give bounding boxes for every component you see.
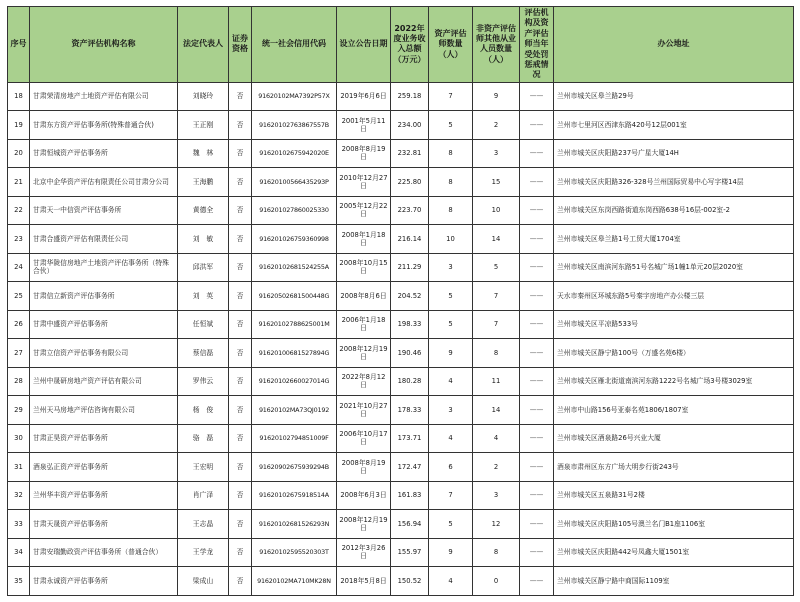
cell-securities: 否 — [229, 82, 252, 111]
cell-appraisers: 7 — [429, 82, 473, 111]
cell-punishment: —— — [520, 367, 554, 396]
cell-address: 兰州市城关区庆阳路105号澳兰名门B1座1106室 — [554, 510, 794, 539]
cell-punishment: —— — [520, 82, 554, 111]
cell-index: 29 — [8, 396, 30, 425]
cell-revenue_2022: 178.33 — [391, 396, 429, 425]
cell-name: 甘肃华陇信房地产土地资产评估事务所（特殊合伙） — [30, 253, 178, 282]
table-row — [8, 196, 794, 225]
cell-address: 兰州市城关区南滨河东路51号名城广场1幢1单元20层2020室 — [554, 253, 794, 282]
cell-legal_rep: 任恒斌 — [178, 310, 229, 339]
cell-announce_date: 2008年8月19日 — [337, 139, 391, 168]
column-header-credit_code: 统一社会信用代码 — [252, 7, 337, 83]
cell-securities: 否 — [229, 282, 252, 311]
table-row — [8, 367, 794, 396]
cell-legal_rep: 刘 英 — [178, 282, 229, 311]
cell-address: 兰州市城关区庆阳路237号广星大厦14H — [554, 139, 794, 168]
cell-other_staff: 14 — [473, 225, 520, 254]
cell-other_staff: 15 — [473, 168, 520, 197]
column-header-legal_rep: 法定代表人 — [178, 7, 229, 83]
cell-other_staff: 9 — [473, 82, 520, 111]
table-row — [8, 82, 794, 111]
cell-punishment: —— — [520, 396, 554, 425]
cell-address: 天水市秦州区环城东路5号秦宇房地产办公楼三层 — [554, 282, 794, 311]
cell-legal_rep: 王海鹏 — [178, 168, 229, 197]
cell-punishment: —— — [520, 168, 554, 197]
cell-announce_date: 2008年6月3日 — [337, 481, 391, 510]
cell-legal_rep: 黄德全 — [178, 196, 229, 225]
cell-punishment: —— — [520, 538, 554, 567]
cell-name: 兰州华丰资产评估事务所 — [30, 481, 178, 510]
cell-announce_date: 2006年1月18日 — [337, 310, 391, 339]
cell-address: 兰州市中山路156号亚泰名苑1806/1807室 — [554, 396, 794, 425]
column-header-punishment: 评估机构及资产评估师当年受处罚惩戒情况 — [520, 7, 554, 83]
cell-index: 20 — [8, 139, 30, 168]
cell-announce_date: 2010年12月27日 — [337, 168, 391, 197]
cell-revenue_2022: 232.81 — [391, 139, 429, 168]
cell-appraisers: 7 — [429, 481, 473, 510]
cell-index: 35 — [8, 567, 30, 596]
cell-revenue_2022: 259.18 — [391, 82, 429, 111]
cell-revenue_2022: 216.14 — [391, 225, 429, 254]
cell-securities: 否 — [229, 538, 252, 567]
cell-securities: 否 — [229, 481, 252, 510]
cell-punishment: —— — [520, 253, 554, 282]
cell-announce_date: 2001年5月11日 — [337, 111, 391, 140]
cell-other_staff: 3 — [473, 139, 520, 168]
cell-index: 26 — [8, 310, 30, 339]
cell-credit_code: 91620100566435293P — [252, 168, 337, 197]
cell-appraisers: 4 — [429, 424, 473, 453]
cell-index: 30 — [8, 424, 30, 453]
cell-other_staff: 14 — [473, 396, 520, 425]
cell-legal_rep: 梁成山 — [178, 567, 229, 596]
cell-appraisers: 5 — [429, 510, 473, 539]
cell-appraisers: 3 — [429, 253, 473, 282]
table-row — [8, 139, 794, 168]
cell-appraisers: 9 — [429, 339, 473, 368]
cell-address: 兰州市城关区静宁路100号（万盛名苑6楼） — [554, 339, 794, 368]
table-row — [8, 538, 794, 567]
cell-securities: 否 — [229, 111, 252, 140]
cell-credit_code: 91620502681500448G — [252, 282, 337, 311]
cell-appraisers: 5 — [429, 111, 473, 140]
cell-revenue_2022: 225.80 — [391, 168, 429, 197]
cell-credit_code: 91620102681526293N — [252, 510, 337, 539]
cell-name: 兰州中晟研房地产资产评估有限公司 — [30, 367, 178, 396]
cell-announce_date: 2022年8月12日 — [337, 367, 391, 396]
cell-credit_code: 91620102660027014G — [252, 367, 337, 396]
cell-legal_rep: 王学龙 — [178, 538, 229, 567]
cell-legal_rep: 杨 俊 — [178, 396, 229, 425]
table-row — [8, 310, 794, 339]
cell-legal_rep: 邱洪军 — [178, 253, 229, 282]
cell-appraisers: 8 — [429, 139, 473, 168]
cell-name: 甘肃立信资产评估事务有限公司 — [30, 339, 178, 368]
cell-securities: 否 — [229, 225, 252, 254]
cell-securities: 否 — [229, 196, 252, 225]
table-row — [8, 339, 794, 368]
table-row — [8, 396, 794, 425]
cell-credit_code: 91620102675918514A — [252, 481, 337, 510]
cell-securities: 否 — [229, 510, 252, 539]
cell-legal_rep: 魏 林 — [178, 139, 229, 168]
cell-other_staff: 2 — [473, 111, 520, 140]
cell-announce_date: 2021年10月27日 — [337, 396, 391, 425]
cell-securities: 否 — [229, 168, 252, 197]
cell-revenue_2022: 204.52 — [391, 282, 429, 311]
cell-address: 兰州市城关区五泉路31号2楼 — [554, 481, 794, 510]
cell-announce_date: 2006年10月17日 — [337, 424, 391, 453]
cell-legal_rep: 肖广泽 — [178, 481, 229, 510]
cell-other_staff: 2 — [473, 453, 520, 482]
table-row — [8, 282, 794, 311]
cell-address: 兰州市城关区酒泉路26号兴业大厦 — [554, 424, 794, 453]
cell-other_staff: 7 — [473, 282, 520, 311]
cell-address: 兰州市城关区平凉路533号 — [554, 310, 794, 339]
cell-index: 33 — [8, 510, 30, 539]
cell-punishment: —— — [520, 310, 554, 339]
cell-appraisers: 10 — [429, 225, 473, 254]
cell-punishment: —— — [520, 424, 554, 453]
cell-announce_date: 2008年1月18日 — [337, 225, 391, 254]
table-body — [8, 82, 794, 595]
cell-securities: 否 — [229, 424, 252, 453]
cell-name: 北京中企华资产评估有限责任公司甘肃分公司 — [30, 168, 178, 197]
table-row — [8, 567, 794, 596]
cell-other_staff: 8 — [473, 339, 520, 368]
cell-securities: 否 — [229, 567, 252, 596]
cell-other_staff: 4 — [473, 424, 520, 453]
column-header-announce_date: 设立公告日期 — [337, 7, 391, 83]
cell-address: 兰州市城关区皋兰路1号工贸大厦1704室 — [554, 225, 794, 254]
cell-securities: 否 — [229, 139, 252, 168]
cell-index: 28 — [8, 367, 30, 396]
cell-announce_date: 2018年5月8日 — [337, 567, 391, 596]
cell-index: 23 — [8, 225, 30, 254]
cell-securities: 否 — [229, 396, 252, 425]
cell-address: 兰州市城关区庆阳路442号凤鑫大厦1501室 — [554, 538, 794, 567]
cell-index: 22 — [8, 196, 30, 225]
cell-punishment: —— — [520, 225, 554, 254]
cell-punishment: —— — [520, 111, 554, 140]
cell-name: 酒泉弘正资产评估事务所 — [30, 453, 178, 482]
cell-index: 31 — [8, 453, 30, 482]
cell-index: 32 — [8, 481, 30, 510]
cell-appraisers: 5 — [429, 282, 473, 311]
cell-address: 兰州市城关区静宁路中商国际1109室 — [554, 567, 794, 596]
cell-securities: 否 — [229, 339, 252, 368]
table-row — [8, 510, 794, 539]
cell-legal_rep: 刘 敏 — [178, 225, 229, 254]
cell-other_staff: 5 — [473, 253, 520, 282]
cell-name: 甘肃永诚资产评估事务所 — [30, 567, 178, 596]
cell-punishment: —— — [520, 510, 554, 539]
table-row — [8, 253, 794, 282]
cell-punishment: —— — [520, 139, 554, 168]
cell-announce_date: 2008年12月19日 — [337, 510, 391, 539]
cell-legal_rep: 蔡信磊 — [178, 339, 229, 368]
column-header-other_staff: 非资产评估师其他从业人员数量（人） — [473, 7, 520, 83]
cell-index: 34 — [8, 538, 30, 567]
cell-securities: 否 — [229, 367, 252, 396]
column-header-address: 办公地址 — [554, 7, 794, 83]
cell-index: 25 — [8, 282, 30, 311]
cell-announce_date: 2008年8月19日 — [337, 453, 391, 482]
table-row — [8, 424, 794, 453]
cell-credit_code: 91620902675939294B — [252, 453, 337, 482]
cell-revenue_2022: 180.28 — [391, 367, 429, 396]
cell-appraisers: 5 — [429, 310, 473, 339]
cell-appraisers: 4 — [429, 367, 473, 396]
cell-announce_date: 2019年6月6日 — [337, 82, 391, 111]
cell-revenue_2022: 223.70 — [391, 196, 429, 225]
cell-name: 甘肃合盛资产评估有限责任公司 — [30, 225, 178, 254]
column-header-revenue_2022: 2022年度业务收入总额（万元） — [391, 7, 429, 83]
column-header-appraisers: 资产评估师数量（人） — [429, 7, 473, 83]
cell-other_staff: 7 — [473, 310, 520, 339]
column-header-securities: 证券资格 — [229, 7, 252, 83]
header-row — [8, 7, 794, 83]
cell-revenue_2022: 211.29 — [391, 253, 429, 282]
cell-credit_code: 91620102788625001M — [252, 310, 337, 339]
asset-evaluation-agencies-table — [7, 6, 794, 596]
cell-name: 甘肃东方资产评估事务所(特殊普通合伙) — [30, 111, 178, 140]
cell-legal_rep: 罗伟云 — [178, 367, 229, 396]
cell-punishment: —— — [520, 481, 554, 510]
cell-legal_rep: 王宏明 — [178, 453, 229, 482]
cell-credit_code: 91620102763867557B — [252, 111, 337, 140]
cell-appraisers: 8 — [429, 168, 473, 197]
cell-securities: 否 — [229, 310, 252, 339]
cell-announce_date: 2012年3月26日 — [337, 538, 391, 567]
table-row — [8, 481, 794, 510]
column-header-index: 序号 — [8, 7, 30, 83]
cell-index: 21 — [8, 168, 30, 197]
cell-address: 兰州市城关区皋兰路29号 — [554, 82, 794, 111]
cell-name: 甘肃信立新资产评估事务所 — [30, 282, 178, 311]
cell-other_staff: 11 — [473, 367, 520, 396]
cell-other_staff: 8 — [473, 538, 520, 567]
cell-name: 甘肃恒城资产评估事务所 — [30, 139, 178, 168]
cell-legal_rep: 骆 磊 — [178, 424, 229, 453]
cell-legal_rep: 王志晶 — [178, 510, 229, 539]
cell-revenue_2022: 190.46 — [391, 339, 429, 368]
cell-credit_code: 91620100681527894G — [252, 339, 337, 368]
cell-credit_code: 91620102MA73QJ0192 — [252, 396, 337, 425]
cell-revenue_2022: 161.83 — [391, 481, 429, 510]
cell-credit_code: 916201027860025330 — [252, 196, 337, 225]
cell-other_staff: 3 — [473, 481, 520, 510]
cell-legal_rep: 刘晓玲 — [178, 82, 229, 111]
cell-credit_code: 91620102595520303T — [252, 538, 337, 567]
cell-securities: 否 — [229, 453, 252, 482]
cell-name: 甘肃正昊资产评估事务所 — [30, 424, 178, 453]
cell-other_staff: 0 — [473, 567, 520, 596]
cell-name: 甘肃天一中信资产评估事务所 — [30, 196, 178, 225]
cell-appraisers: 3 — [429, 396, 473, 425]
cell-other_staff: 12 — [473, 510, 520, 539]
cell-credit_code: 91620102681524255A — [252, 253, 337, 282]
column-header-name: 资产评估机构名称 — [30, 7, 178, 83]
cell-address: 兰州市城关区庆阳路326-328号兰州国际贸易中心写字楼14层 — [554, 168, 794, 197]
table-header — [8, 7, 794, 83]
cell-appraisers: 8 — [429, 196, 473, 225]
cell-punishment: —— — [520, 196, 554, 225]
table-row — [8, 225, 794, 254]
cell-name: 甘肃荣清房地产土地资产评估有限公司 — [30, 82, 178, 111]
cell-revenue_2022: 156.94 — [391, 510, 429, 539]
cell-index: 27 — [8, 339, 30, 368]
cell-revenue_2022: 198.33 — [391, 310, 429, 339]
cell-punishment: —— — [520, 567, 554, 596]
cell-punishment: —— — [520, 453, 554, 482]
cell-name: 兰州天马房地产评估咨询有限公司 — [30, 396, 178, 425]
cell-name: 甘肃安瑞勤政资产评估事务所（普通合伙） — [30, 538, 178, 567]
cell-announce_date: 2005年12月22日 — [337, 196, 391, 225]
cell-index: 18 — [8, 82, 30, 111]
cell-securities: 否 — [229, 253, 252, 282]
cell-address: 兰州市城关区东岗西路街道东岗西路638号16层-002室-2 — [554, 196, 794, 225]
cell-announce_date: 2008年10月15日 — [337, 253, 391, 282]
cell-appraisers: 4 — [429, 567, 473, 596]
cell-credit_code: 916201026759360998 — [252, 225, 337, 254]
cell-address: 兰州市七里河区西津东路420号12层001室 — [554, 111, 794, 140]
cell-punishment: —— — [520, 339, 554, 368]
cell-revenue_2022: 150.52 — [391, 567, 429, 596]
table-row — [8, 168, 794, 197]
cell-index: 19 — [8, 111, 30, 140]
cell-revenue_2022: 155.97 — [391, 538, 429, 567]
cell-revenue_2022: 172.47 — [391, 453, 429, 482]
cell-index: 24 — [8, 253, 30, 282]
table-row — [8, 111, 794, 140]
cell-credit_code: 91620102794851009F — [252, 424, 337, 453]
cell-address: 酒泉市肃州区东方广场大明步行街243号 — [554, 453, 794, 482]
cell-address: 兰州市城关区雁北街道南滨河东路1222号名城广场3号楼3029室 — [554, 367, 794, 396]
cell-name: 甘肃天晟资产评估事务所 — [30, 510, 178, 539]
cell-legal_rep: 王正刚 — [178, 111, 229, 140]
cell-name: 甘肃中盛资产评估事务所 — [30, 310, 178, 339]
cell-appraisers: 6 — [429, 453, 473, 482]
cell-appraisers: 9 — [429, 538, 473, 567]
cell-credit_code: 91620102675942020E — [252, 139, 337, 168]
cell-announce_date: 2008年8月6日 — [337, 282, 391, 311]
cell-revenue_2022: 234.00 — [391, 111, 429, 140]
cell-announce_date: 2008年12月19日 — [337, 339, 391, 368]
cell-other_staff: 10 — [473, 196, 520, 225]
cell-credit_code: 91620102MA710MK28N — [252, 567, 337, 596]
cell-credit_code: 91620102MA7392P57X — [252, 82, 337, 111]
cell-punishment: —— — [520, 282, 554, 311]
table-row — [8, 453, 794, 482]
cell-revenue_2022: 173.71 — [391, 424, 429, 453]
